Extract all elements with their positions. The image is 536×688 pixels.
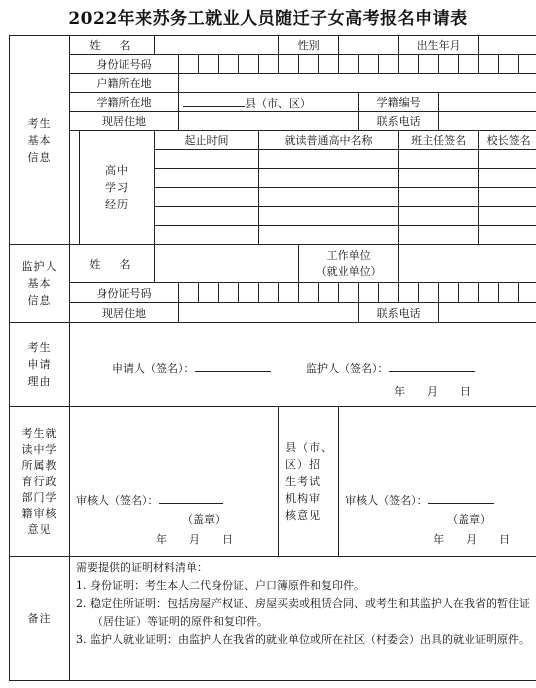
edu-reviewer-label: 审核人（签名）： <box>76 494 159 507</box>
hs-row-cell[interactable] <box>479 150 536 169</box>
notes-heading: 需要提供的证明材料清单： <box>76 561 208 574</box>
exam-reviewer-row <box>345 491 494 508</box>
student-school-reg-label: 学籍所在地 <box>70 93 179 112</box>
exam-seal-label: （盖章） <box>447 513 492 526</box>
hs-row-cell[interactable] <box>155 188 259 207</box>
guardian-id-digit[interactable] <box>339 283 359 303</box>
student-id-digit[interactable] <box>179 55 199 74</box>
edu-seal-label: （盖章） <box>182 513 226 526</box>
hs-row-cell[interactable] <box>259 226 399 245</box>
guardian-id-digit[interactable] <box>459 283 479 303</box>
notes-item: 3. 监护人就业证明：由监护人在我省的就业单位或所在社区（村委会）出具的就业证明原件。 <box>76 633 530 646</box>
hs-header-principal: 校长签名 <box>479 131 536 150</box>
student-id-digit[interactable] <box>239 55 259 74</box>
exam-review-label: 县（市、 区）招 生考试 机构审 核意见 <box>279 407 339 557</box>
guardian-sign-row <box>306 359 475 376</box>
student-id-digit[interactable] <box>279 55 299 74</box>
reason-section-label: 考生 申请 理由 <box>10 323 70 407</box>
student-id-digit[interactable] <box>319 55 339 74</box>
hs-row-cell[interactable] <box>399 169 479 188</box>
hs-row-cell[interactable] <box>259 188 399 207</box>
hs-row-cell[interactable] <box>155 150 259 169</box>
guardian-name-label: 姓 名 <box>70 245 155 283</box>
student-school-reg-no-field[interactable] <box>439 93 536 112</box>
student-id-digit[interactable] <box>419 55 439 74</box>
applicant-sign-row <box>112 359 271 376</box>
reason-date: 年 月 日 <box>394 385 471 398</box>
hs-row-cell[interactable] <box>399 188 479 207</box>
guardian-id-digit[interactable] <box>359 283 379 303</box>
guardian-id-digit[interactable] <box>399 283 419 303</box>
student-hukou-field[interactable] <box>179 74 536 93</box>
guardian-phone-label: 联系电话 <box>359 303 439 323</box>
student-hukou-label: 户籍所在地 <box>70 74 179 93</box>
county-text: 县（市、区） <box>245 96 312 110</box>
student-school-reg-no-label: 学籍编号 <box>359 93 439 112</box>
guardian-phone-field[interactable] <box>439 303 536 323</box>
student-name-label: 姓 名 <box>70 36 155 55</box>
guardian-address-field[interactable] <box>179 303 359 323</box>
applicant-sign-line[interactable] <box>195 359 271 372</box>
hs-row-cell[interactable] <box>155 226 259 245</box>
guardian-id-digit[interactable] <box>179 283 199 303</box>
student-id-digit[interactable] <box>459 55 479 74</box>
guardian-id-digit[interactable] <box>259 283 279 303</box>
hs-row-cell[interactable] <box>155 169 259 188</box>
edu-review-date: 年 月 日 <box>156 533 233 546</box>
guardian-work-unit-label: 工作单位 （就业单位） <box>299 245 399 283</box>
guardian-id-digit[interactable] <box>499 283 519 303</box>
hs-row-cell[interactable] <box>399 226 479 245</box>
student-address-field[interactable] <box>179 112 359 131</box>
student-id-digit[interactable] <box>339 55 359 74</box>
reason-field[interactable] <box>70 323 536 407</box>
hs-row-cell[interactable] <box>399 150 479 169</box>
notes-content <box>70 557 536 681</box>
edu-reviewer-line[interactable] <box>159 491 223 504</box>
student-id-digit[interactable] <box>219 55 239 74</box>
hs-header-teacher: 班主任签名 <box>399 131 479 150</box>
hs-row-cell[interactable] <box>479 169 536 188</box>
student-id-digit[interactable] <box>199 55 219 74</box>
student-gender-label: 性别 <box>279 36 339 55</box>
exam-reviewer-label: 审核人（签名）： <box>345 494 428 507</box>
guardian-id-digit[interactable] <box>219 283 239 303</box>
hs-header-school: 就读普通高中名称 <box>259 131 399 150</box>
exam-review-date: 年 月 日 <box>433 533 511 546</box>
guardian-sign-label: 监护人（签名）： <box>306 362 389 375</box>
guardian-id-digit[interactable] <box>379 283 399 303</box>
student-id-label: 身份证号码 <box>70 55 179 74</box>
student-gender-field[interactable] <box>339 36 399 55</box>
guardian-id-digit[interactable] <box>199 283 219 303</box>
hs-row-cell[interactable] <box>479 226 536 245</box>
hs-row-cell[interactable] <box>259 169 399 188</box>
form-title: 2022年来苏务工就业人员随迁子女高考报名申请表 <box>68 9 468 29</box>
guardian-name-field[interactable] <box>155 245 299 283</box>
exam-reviewer-line[interactable] <box>428 491 494 504</box>
guardian-id-digit[interactable] <box>319 283 339 303</box>
guardian-id-label: 身份证号码 <box>70 283 179 303</box>
student-id-digit[interactable] <box>359 55 379 74</box>
student-id-digit[interactable] <box>259 55 279 74</box>
student-id-digit[interactable] <box>379 55 399 74</box>
spacer-cell <box>70 131 80 245</box>
student-birth-label: 出生年月 <box>399 36 479 55</box>
guardian-id-digit[interactable] <box>479 283 499 303</box>
hs-row-cell[interactable] <box>155 207 259 226</box>
student-id-digit[interactable] <box>479 55 499 74</box>
edu-reviewer-row <box>76 491 223 508</box>
county-underline <box>183 94 245 107</box>
notes-item: 1. 身份证明：考生本人二代身份证、户口簿原件和复印件。 <box>76 579 365 592</box>
student-id-digit[interactable] <box>519 55 536 74</box>
student-id-digit[interactable] <box>299 55 319 74</box>
edu-review-field[interactable] <box>70 407 279 557</box>
student-section-label: 考生 基本 信息 <box>10 36 70 245</box>
student-name-field[interactable] <box>155 36 279 55</box>
guardian-id-digit[interactable] <box>419 283 439 303</box>
hs-row-cell[interactable] <box>479 188 536 207</box>
guardian-id-digit[interactable] <box>279 283 299 303</box>
hs-row-cell[interactable] <box>259 207 399 226</box>
hs-row-cell[interactable] <box>479 207 536 226</box>
edu-review-label: 考生就 读中学 所属教 育行政 部门学 籍审核 意见 <box>10 407 70 557</box>
guardian-id-digit[interactable] <box>519 283 536 303</box>
guardian-id-digit[interactable] <box>239 283 259 303</box>
guardian-address-label: 现居住地 <box>70 303 179 323</box>
hs-row-cell[interactable] <box>259 150 399 169</box>
hs-header-period: 起止时间 <box>155 131 259 150</box>
application-form-table <box>9 35 536 681</box>
notes-item: 2. 稳定住所证明：包括房屋产权证、房屋买卖或租赁合同、或考生和其监护人在我省的暂住证（居住证）等证明的原件和复印件。 <box>76 597 530 628</box>
guardian-sign-line[interactable] <box>389 359 475 372</box>
student-school-reg-field[interactable] <box>179 93 359 112</box>
guardian-work-unit-field[interactable] <box>399 245 536 283</box>
notes-section-label: 备注 <box>10 557 70 681</box>
hs-experience-label: 高中 学习 经历 <box>80 131 155 245</box>
student-id-digit[interactable] <box>439 55 459 74</box>
guardian-section-label: 监护人 基本 信息 <box>10 245 70 323</box>
student-address-label: 现居住地 <box>70 112 179 131</box>
student-phone-label: 联系电话 <box>359 112 439 131</box>
guardian-id-digit[interactable] <box>299 283 319 303</box>
exam-review-field[interactable] <box>339 407 536 557</box>
hs-row-cell[interactable] <box>399 207 479 226</box>
student-phone-field[interactable] <box>439 112 536 131</box>
student-id-digit[interactable] <box>499 55 519 74</box>
guardian-id-digit[interactable] <box>439 283 459 303</box>
applicant-sign-label: 申请人（签名）： <box>112 362 195 375</box>
student-birth-field[interactable] <box>479 36 536 55</box>
student-id-digit[interactable] <box>399 55 419 74</box>
